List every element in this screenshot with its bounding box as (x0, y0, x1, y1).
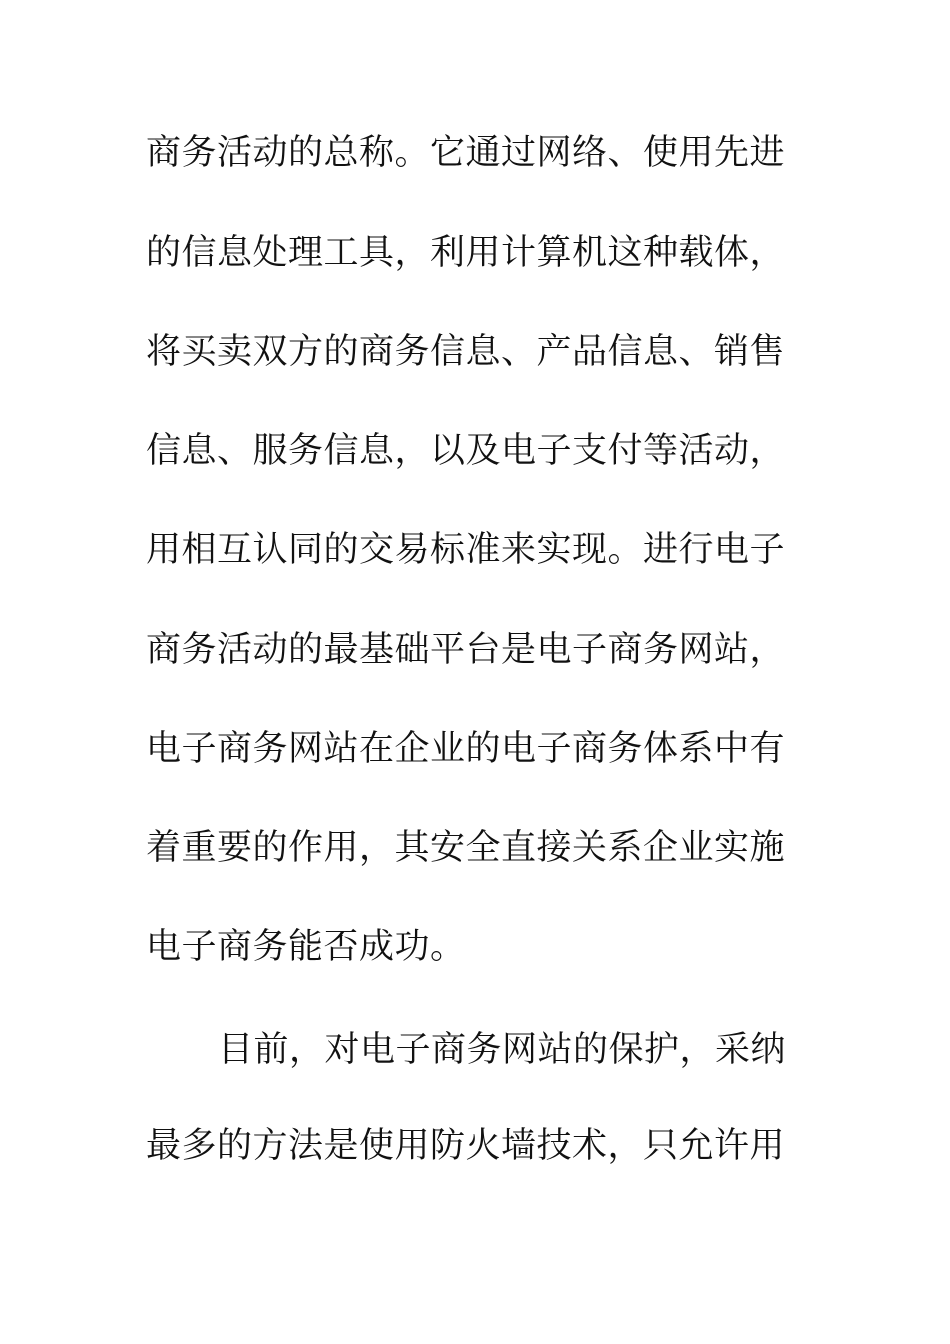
text-line: 将买卖双方的商务信息、产品信息、销售 (146, 332, 786, 372)
text-line: 的信息处理工具，利用计算机这种载体， (146, 233, 786, 273)
text-line: 着重要的作用，其安全直接关系企业实施 (146, 828, 786, 868)
text-line: 信息、服务信息，以及电子支付等活动， (146, 431, 786, 471)
text-line: 商务活动的总称。它通过网络、使用先进 (146, 133, 786, 173)
text-line: 商务活动的最基础平台是电子商务网站， (146, 630, 786, 670)
text-line: 电子商务网站在企业的电子商务体系中有 (146, 729, 786, 769)
text-line: 最多的方法是使用防火墙技术，只允许用 (146, 1126, 786, 1166)
text-line: 目前，对电子商务网站的保护，采纳 (218, 1030, 787, 1070)
text-line: 电子商务能否成功。 (146, 927, 466, 967)
text-line: 用相互认同的交易标准来实现。进行电子 (146, 530, 786, 570)
